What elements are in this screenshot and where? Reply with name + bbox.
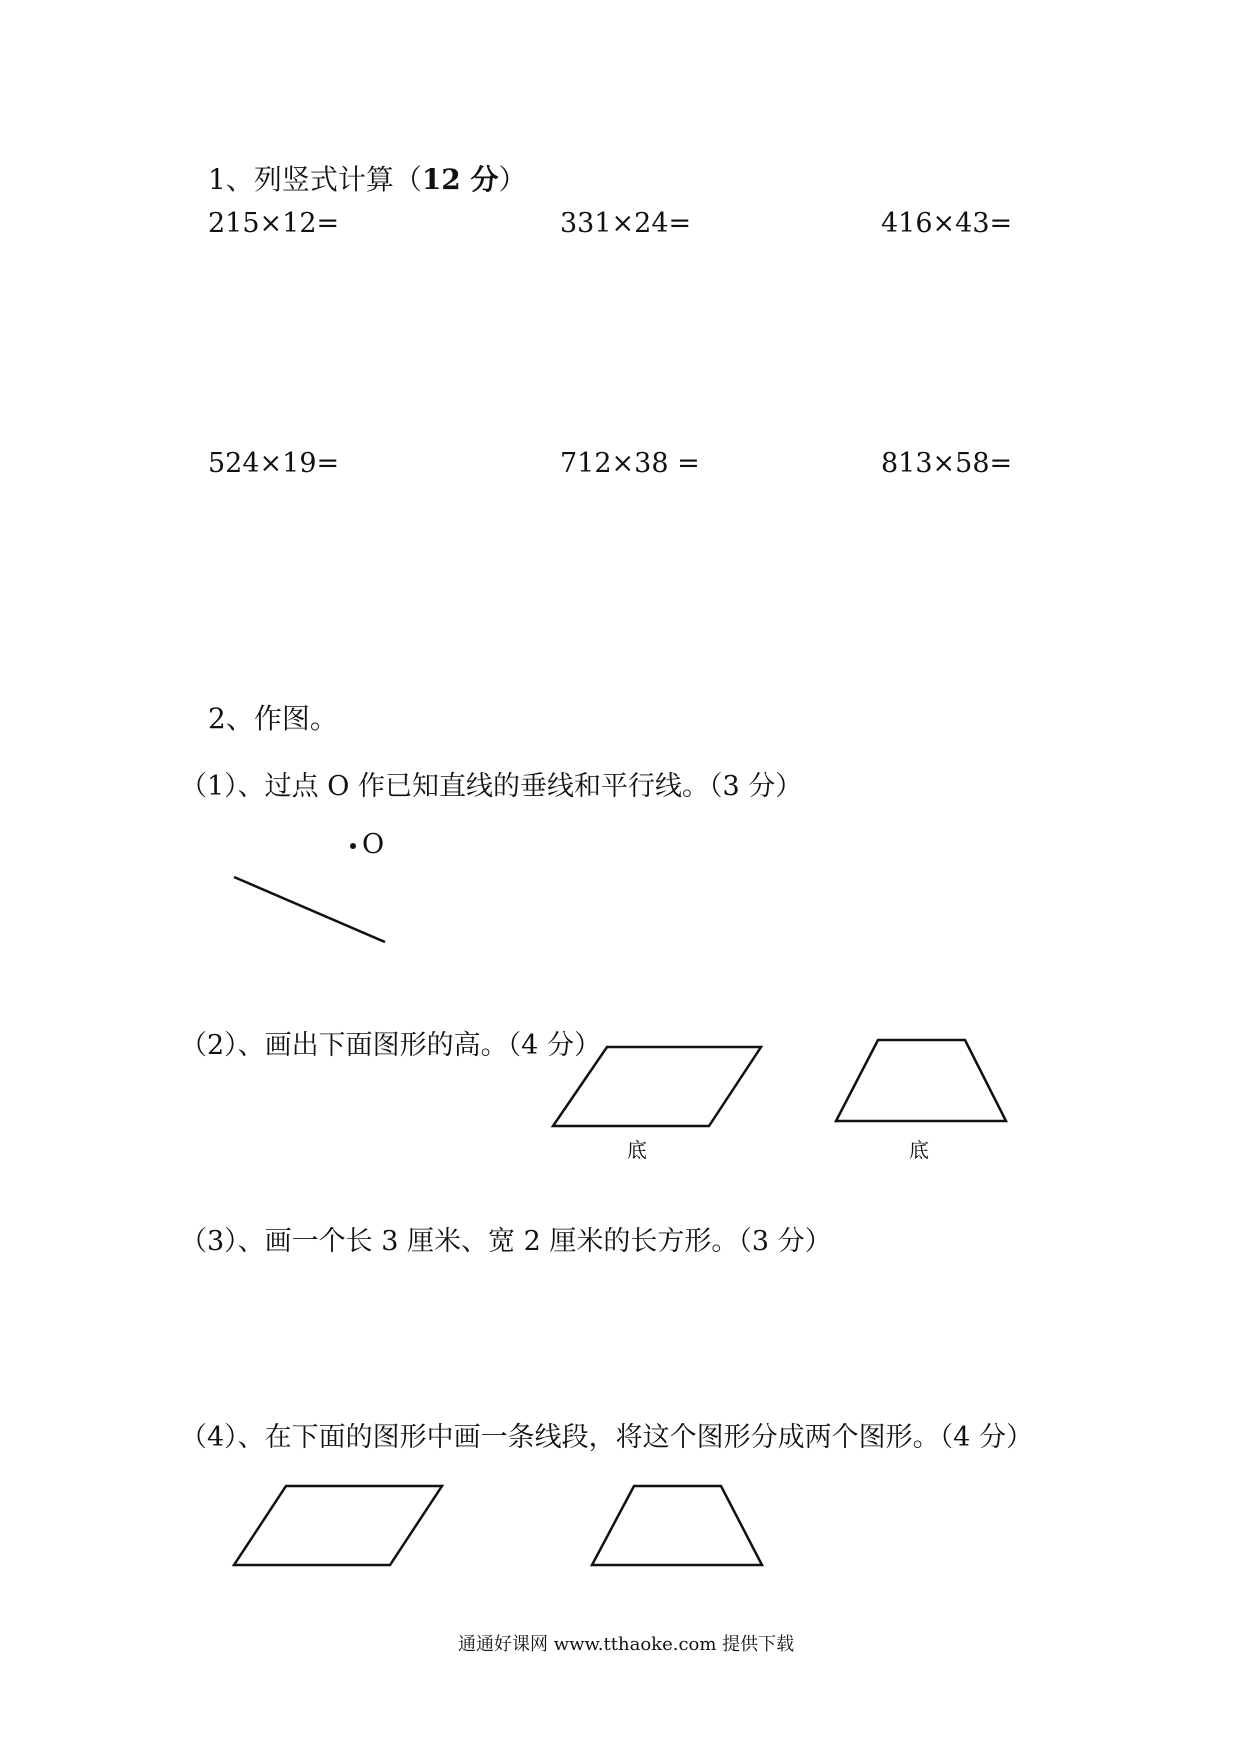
- expression-4: 524×19=: [208, 448, 340, 479]
- parallelogram-q2: [553, 1047, 761, 1126]
- footer-text: 通通好课网 www.tthaoke.com 提供下载: [458, 1634, 795, 1655]
- question-4-text: （4）、在下面的图形中画一条线段，将这个图形分成两个图形。（4 分）: [180, 1422, 1033, 1453]
- section-2-heading: 2、作图。: [208, 702, 338, 735]
- question-1-text: （1）、过点 O 作已知直线的垂线和平行线。（3 分）: [180, 771, 803, 802]
- trapezoid-q4: [592, 1486, 762, 1565]
- expression-3: 416×43=: [881, 208, 1013, 239]
- base-label-parallelogram: 底: [627, 1138, 647, 1162]
- expression-6: 813×58=: [881, 448, 1013, 479]
- given-line: [234, 877, 385, 942]
- parallelogram-q4: [234, 1486, 442, 1565]
- question-3-text: （3）、画一个长 3 厘米、宽 2 厘米的长方形。（3 分）: [180, 1226, 832, 1257]
- expression-1: 215×12=: [208, 208, 340, 239]
- section-1-heading: 1、列竖式计算（12 分）: [208, 163, 527, 196]
- trapezoid-q2: [836, 1040, 1006, 1121]
- question-2-text: （2）、画出下面图形的高。（4 分）: [180, 1030, 601, 1061]
- base-label-trapezoid: 底: [909, 1138, 929, 1162]
- point-o-dot: [350, 843, 356, 849]
- point-o-label: O: [362, 829, 385, 860]
- expression-5: 712×38 =: [560, 448, 700, 479]
- expression-2: 331×24=: [560, 208, 692, 239]
